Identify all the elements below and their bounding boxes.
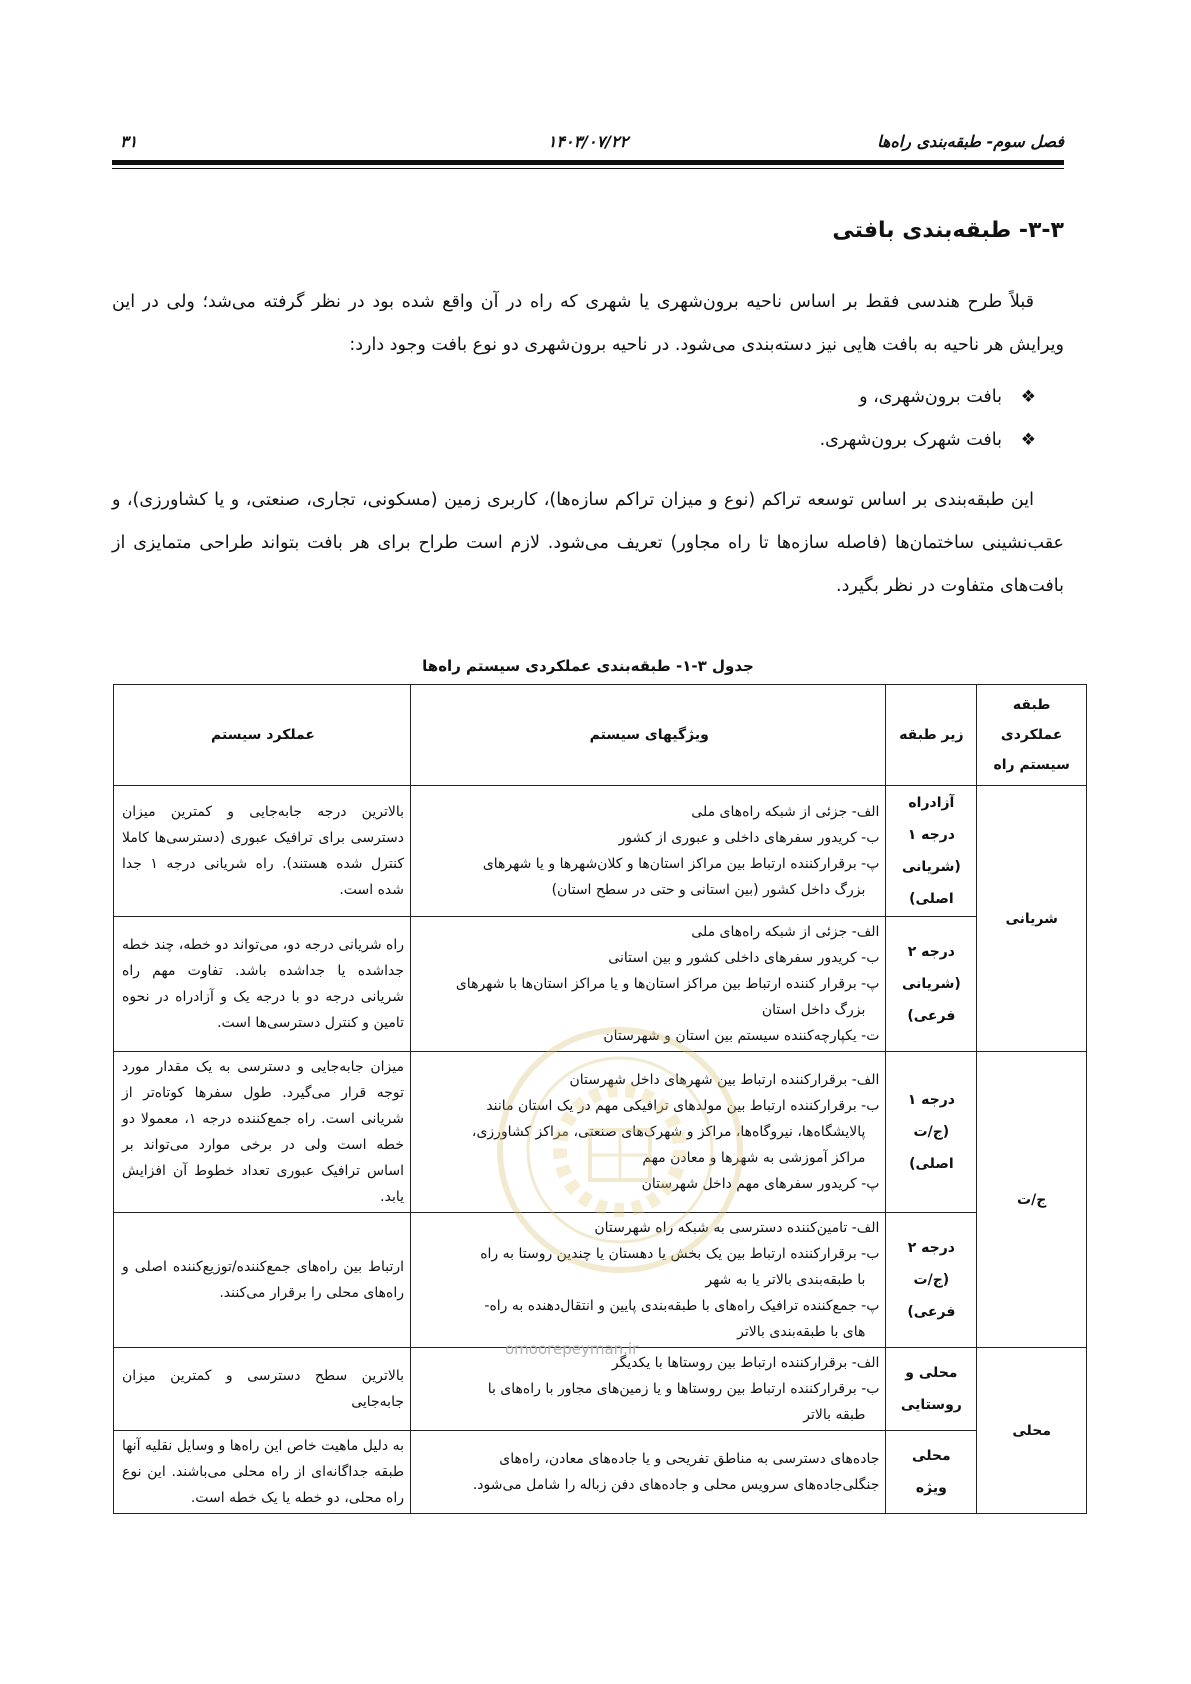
class-cell: شریانی (977, 786, 1087, 1052)
table-row (114, 1052, 1087, 1213)
feature-line: پ- برقرار کننده ارتباط بین مراکز استان‌ها و یا مراکز استان‌ها با شهرهای (455, 976, 880, 992)
function-cell: ارتباط بین راه‌های جمع‌کننده/توزیع‌کننده اصلی و راه‌های محلی را برقرار می‌کنند. (114, 1213, 411, 1348)
feature-line: ب- برقرارکننده ارتباط بین روستاها و یا زمین‌های مجاور با راه‌های با (487, 1381, 880, 1397)
subclass-line: اصلی) (909, 1156, 954, 1172)
subclass-cell (886, 786, 977, 917)
table-row (114, 786, 1087, 917)
table-row (114, 1431, 1087, 1514)
bullet-item (820, 419, 1036, 462)
subclass-line: درجه ۲ (907, 944, 955, 960)
header-features: ویژگیهای سیستم (411, 685, 886, 786)
diamond-bullet-icon: ❖ (1020, 387, 1036, 407)
header-class: طبقه عملکردی سیستم راه (977, 685, 1087, 786)
subclass-cell (886, 917, 977, 1052)
features-cell (411, 1052, 886, 1213)
feature-line: پ- کریدور سفرهای مهم داخل شهرستان (641, 1176, 880, 1192)
subclass-cell (886, 1052, 977, 1213)
bullet-text: بافت شهرک برون‌شهری. (819, 430, 1002, 450)
function-cell: بالاترین سطح دسترسی و کمترین میزان جابه‌جایی (114, 1348, 411, 1431)
features-cell (411, 1213, 886, 1348)
subclass-cell (886, 1213, 977, 1348)
class-cell: ج/ت (977, 1052, 1087, 1348)
bullet-list (820, 376, 1036, 462)
subclass-line: درجه ۲ (907, 1240, 955, 1256)
function-cell: میزان جابه‌جایی و دسترسی به یک مقدار مورد توجه قرار می‌گیرد. طول سفرها کوتاه‌تر از شریانی است. راه جمع‌کننده درجه ۱، معمولا دو خطه است ولی در برخی موارد می‌تواند بر اساس ترافیک عبوری تعداد خطوط آن افزایش یابد. (114, 1052, 411, 1213)
subclass-line: ویژه (915, 1480, 947, 1496)
paragraph-2-text: این طبقه‌بندی بر اساس توسعه تراکم (نوع و میزان تراکم سازه‌ها)، کاربری زمین (مسکونی، تجاری، صنعتی، و یا کشاورزی)، و عقب‌نشینی ساختمان‌ها (فاصله سازه‌ها تا راه مجاور) تعریف می‌شود. لازم است طراح برای هر بافت بتواند طراحی متمایزی از بافت‌های متفاوت در نظر بگیرد. (112, 490, 1064, 596)
subclass-line: (شریانی (901, 859, 961, 875)
header-subclass: زیر طبقه (886, 685, 977, 786)
subclass-line: محلی و (905, 1365, 958, 1381)
feature-line: الف- جزئی از شبکه راه‌های ملی (691, 924, 880, 940)
feature-line: پ- برقرارکننده ارتباط بین مراکز استان‌ها و کلان‌شهرها و یا شهرهای (482, 856, 880, 872)
subclass-cell (886, 1431, 977, 1514)
feature-line: الف- تامین‌کننده دسترسی به شبکه راه شهرستان (594, 1220, 880, 1236)
feature-line: الف- برقرارکننده ارتباط بین شهرهای داخل شهرستان (569, 1072, 880, 1088)
header-rule-thick (112, 160, 1064, 165)
feature-line: طبقه بالاتر (803, 1407, 866, 1423)
table-header-row (114, 685, 1087, 786)
subclass-line: روستایی (900, 1397, 962, 1413)
features-cell (411, 786, 886, 917)
page-header (112, 128, 1064, 156)
subclass-line: (ج/ت (913, 1272, 950, 1288)
feature-line: های با طبقه‌بندی بالاتر (737, 1324, 866, 1340)
table-row (114, 917, 1087, 1052)
subclass-line: (شریانی (901, 976, 961, 992)
subclass-line: فرعی) (907, 1008, 956, 1024)
table-body (114, 786, 1087, 1514)
chapter-title: فصل سوم- طبقه‌بندی راه‌ها (877, 132, 1064, 151)
table-row (114, 1213, 1087, 1348)
subclass-line: (ج/ت (913, 1124, 950, 1140)
function-cell: راه شریانی درجه دو، می‌تواند دو خطه، چند خطه جداشده یا جداشده باشد. تفاوت مهم راه شریانی درجه دو با درجه یک و آزادراه در نحوه تامین و کنترل دسترسی‌ها است. (114, 917, 411, 1052)
bullet-text: بافت برون‌شهری، و (859, 387, 1002, 407)
subclass-line: محلی (912, 1448, 951, 1464)
subclass-line: درجه ۱ (907, 827, 955, 843)
subclass-line: فرعی) (907, 1304, 956, 1320)
feature-line: ب- برقرارکننده ارتباط بین یک بخش یا دهستان یا چندین روستا به راه (480, 1246, 880, 1262)
feature-line: مراکز آموزشی به شهرها و معادن مهم (642, 1150, 866, 1166)
table-row (114, 1348, 1087, 1431)
feature-line: ب- برقرارکننده ارتباط بین مولدهای ترافیکی مهم در یک استان مانند (486, 1098, 880, 1114)
feature-line: ب- کریدور سفرهای داخلی و عبوری از کشور (618, 830, 880, 846)
header-date: ۱۴۰۳/۰۷/۲۲ (547, 132, 629, 151)
feature-line: پالایشگاه‌ها، نیروگاه‌ها، مراکز و شهرک‌های صنعتی، مراکز کشاورزی، (471, 1124, 866, 1140)
subclass-line: اصلی) (909, 891, 954, 907)
features-cell (411, 917, 886, 1052)
bullet-item (820, 376, 1036, 419)
features-cell (411, 1348, 886, 1431)
class-cell: محلی (977, 1348, 1087, 1514)
header-rule-thin (112, 168, 1064, 169)
feature-line: با طبقه‌بندی بالاتر یا به شهر (705, 1272, 866, 1288)
function-cell: بالاترین درجه جابه‌جایی و کمترین میزان دسترسی برای ترافیک عبوری (دسترسی‌ها کاملا کنترل شده هستند). راه شریانی درجه ۱ جدا شده است. (114, 786, 411, 917)
paragraph-2 (112, 479, 1064, 608)
section-title: ۳-۳- طبقه‌بندی بافتی (832, 218, 1064, 243)
subclass-line: درجه ۱ (907, 1092, 955, 1108)
table-caption: جدول ۳-۱- طبقه‌بندی عملکردی سیستم راه‌ها (422, 657, 754, 675)
page-number: ۳۱ (120, 132, 138, 151)
feature-line: ب- کریدور سفرهای داخلی کشور و بین استانی (608, 950, 880, 966)
paragraph-1 (112, 281, 1064, 367)
subclass-cell (886, 1348, 977, 1431)
watermark-text: omoorepeyman.ir (505, 1340, 639, 1358)
feature-line: جاده‌های دسترسی به مناطق تفریحی و یا جاده‌های معادن، راه‌های (499, 1451, 880, 1467)
function-cell: به دلیل ماهیت خاص این راه‌ها و وسایل نقلیه آنها طبقه جداگانه‌ای از راه محلی می‌باشند. این نوع راه محلی، دو خطه یا یک خطه است. (114, 1431, 411, 1514)
subclass-line: آزادراه (908, 795, 955, 811)
feature-line: پ- جمع‌کننده ترافیک راه‌های با طبقه‌بندی پایین و انتقال‌دهنده به راه- (484, 1298, 880, 1314)
feature-line: جنگلی‌جاده‌های سرویس محلی و جاده‌های دفن زباله را شامل می‌شود. (472, 1477, 880, 1493)
road-classification-table (113, 684, 1087, 1514)
header-function: عملکرد سیستم (114, 685, 411, 786)
feature-line: بزرگ داخل کشور (بین استانی و حتی در سطح استان) (551, 882, 866, 898)
feature-line: ت- یکپارچه‌کننده سیستم بین استان و شهرستان (603, 1028, 880, 1044)
paragraph-1-text: قبلاً طرح هندسی فقط بر اساس ناحیه برون‌شهری یا شهری که راه در آن واقع شده بود در نظر گرفته می‌شد؛ ولی در این ویرایش هر ناحیه به بافت هایی نیز دسته‌بندی می‌شود. در ناحیه برون‌شهری دو نوع بافت وجود دارد: (112, 292, 1064, 355)
features-cell (411, 1431, 886, 1514)
feature-line: الف- جزئی از شبکه راه‌های ملی (691, 804, 880, 820)
diamond-bullet-icon: ❖ (1020, 430, 1036, 450)
feature-line: الف- برقرارکننده ارتباط بین روستاها با یکدیگر (611, 1355, 880, 1371)
feature-line: بزرگ داخل استان (761, 1002, 866, 1018)
